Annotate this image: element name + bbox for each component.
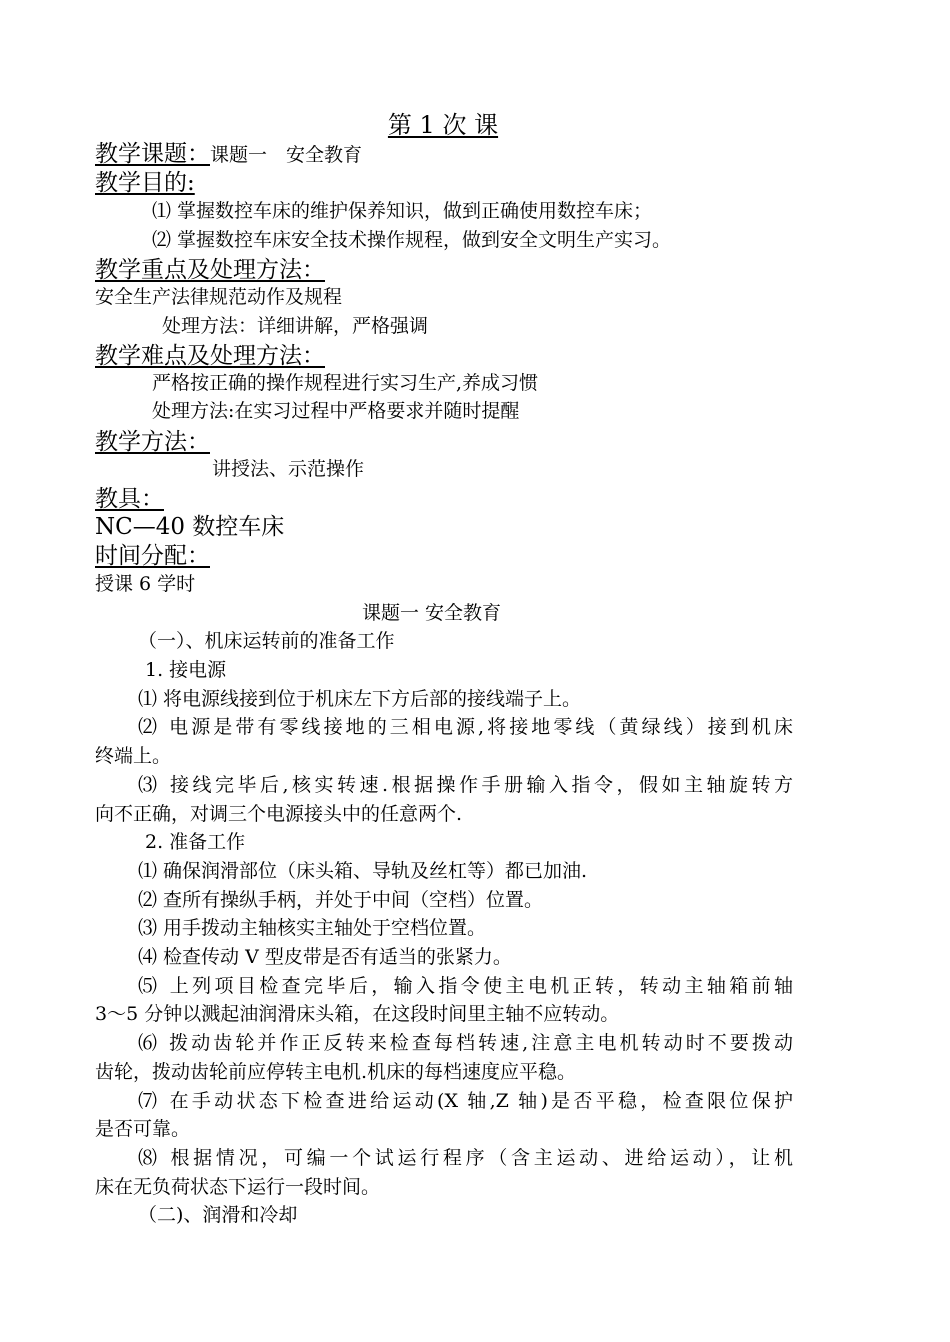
topic-row [95, 143, 362, 166]
part1-heading: （一）、机床运转前的准备工作 [138, 630, 395, 652]
sub2-item: ⑴ 确保润滑部位（床头箱、导轨及丝杠等）都已加油. [138, 860, 588, 882]
page-title: 第 1 次 课 [387, 111, 499, 139]
sub2-item-cont: 床在无负荷状态下运行一段时间。 [95, 1176, 381, 1198]
difficulties-method: 处理方法:在实习过程中严格要求并随时提醒 [152, 400, 520, 422]
part2-heading: （二)、润滑和冷却 [138, 1204, 298, 1226]
section-title: 课题一 安全教育 [362, 602, 502, 624]
objective-item: ⑴ 掌握数控车床的维护保养知识，做到正确使用数控车床； [152, 200, 653, 222]
teaching-method-label: 教学方法： [95, 429, 210, 455]
teaching-method-value: 讲授法、示范操作 [212, 458, 365, 480]
tools-label: 教具： [95, 486, 164, 512]
sub2-item-cont: 是否可靠。 [95, 1118, 191, 1140]
topic-value: 课题一 安全教育 [210, 144, 363, 166]
topic-label: 教学课题： [95, 141, 210, 167]
sub2-item-cont: 齿轮，拨动齿轮前应停转主电机.机床的每档速度应平稳。 [95, 1061, 577, 1083]
objectives-label: 教学目的: [95, 170, 195, 196]
sub2-item: ⑶ 用手拨动主轴核实主轴处于空档位置。 [138, 917, 487, 939]
sub1-item: ⑵ 电源是带有零线接地的三相电源,将接地零线（黄绿线）接到机床 [138, 716, 793, 738]
time-label: 时间分配： [95, 543, 210, 569]
sub2-item: ⑺ 在手动状态下检查进给运动(X 轴,Z 轴)是否平稳，检查限位保护 [138, 1090, 793, 1112]
objective-item: ⑵ 掌握数控车床安全技术操作规程，做到安全文明生产实习。 [152, 229, 672, 251]
sub1-item: ⑴ 将电源线接到位于机床左下方后部的接线端子上。 [138, 688, 582, 710]
sub2-item: ⑵ 查所有操纵手柄，并处于中间（空档）位置。 [138, 889, 544, 911]
difficulties-label: 教学难点及处理方法： [95, 343, 325, 369]
time-value: 授课 6 学时 [95, 573, 196, 595]
sub1-item-cont: 向不正确，对调三个电源接头中的任意两个. [95, 803, 463, 825]
key-points-label: 教学重点及处理方法： [95, 257, 325, 283]
sub2-item-cont: 3～5 分钟以溅起油润滑床头箱，在这段时间里主轴不应转动。 [95, 1003, 620, 1025]
sub2-item: ⑷ 检查传动 V 型皮带是否有适当的张紧力。 [138, 946, 512, 968]
key-points-method: 处理方法：详细讲解，严格强调 [162, 315, 429, 337]
sub1-item: ⑶ 接线完毕后,核实转速.根据操作手册输入指令，假如主轴旋转方 [138, 774, 793, 796]
sub1-heading: 1. 接电源 [145, 659, 227, 681]
sub2-heading: 2. 准备工作 [145, 831, 246, 853]
sub2-item: ⑻ 根据情况，可编一个试运行程序（含主运动、进给运动），让机 [138, 1147, 793, 1169]
tools-value: NC—40 数控车床 [95, 514, 285, 540]
difficulties-content: 严格按正确的操作规程进行实习生产,养成习惯 [152, 372, 539, 394]
sub1-item-cont: 终端上。 [95, 745, 172, 767]
sub2-item: ⑸ 上列项目检查完毕后，输入指令使主电机正转，转动主轴箱前轴 [138, 975, 793, 997]
key-points-content: 安全生产法律规范动作及规程 [95, 286, 343, 308]
sub2-item: ⑹ 拨动齿轮并作正反转来检查每档转速,注意主电机转动时不要拨动 [138, 1032, 793, 1054]
